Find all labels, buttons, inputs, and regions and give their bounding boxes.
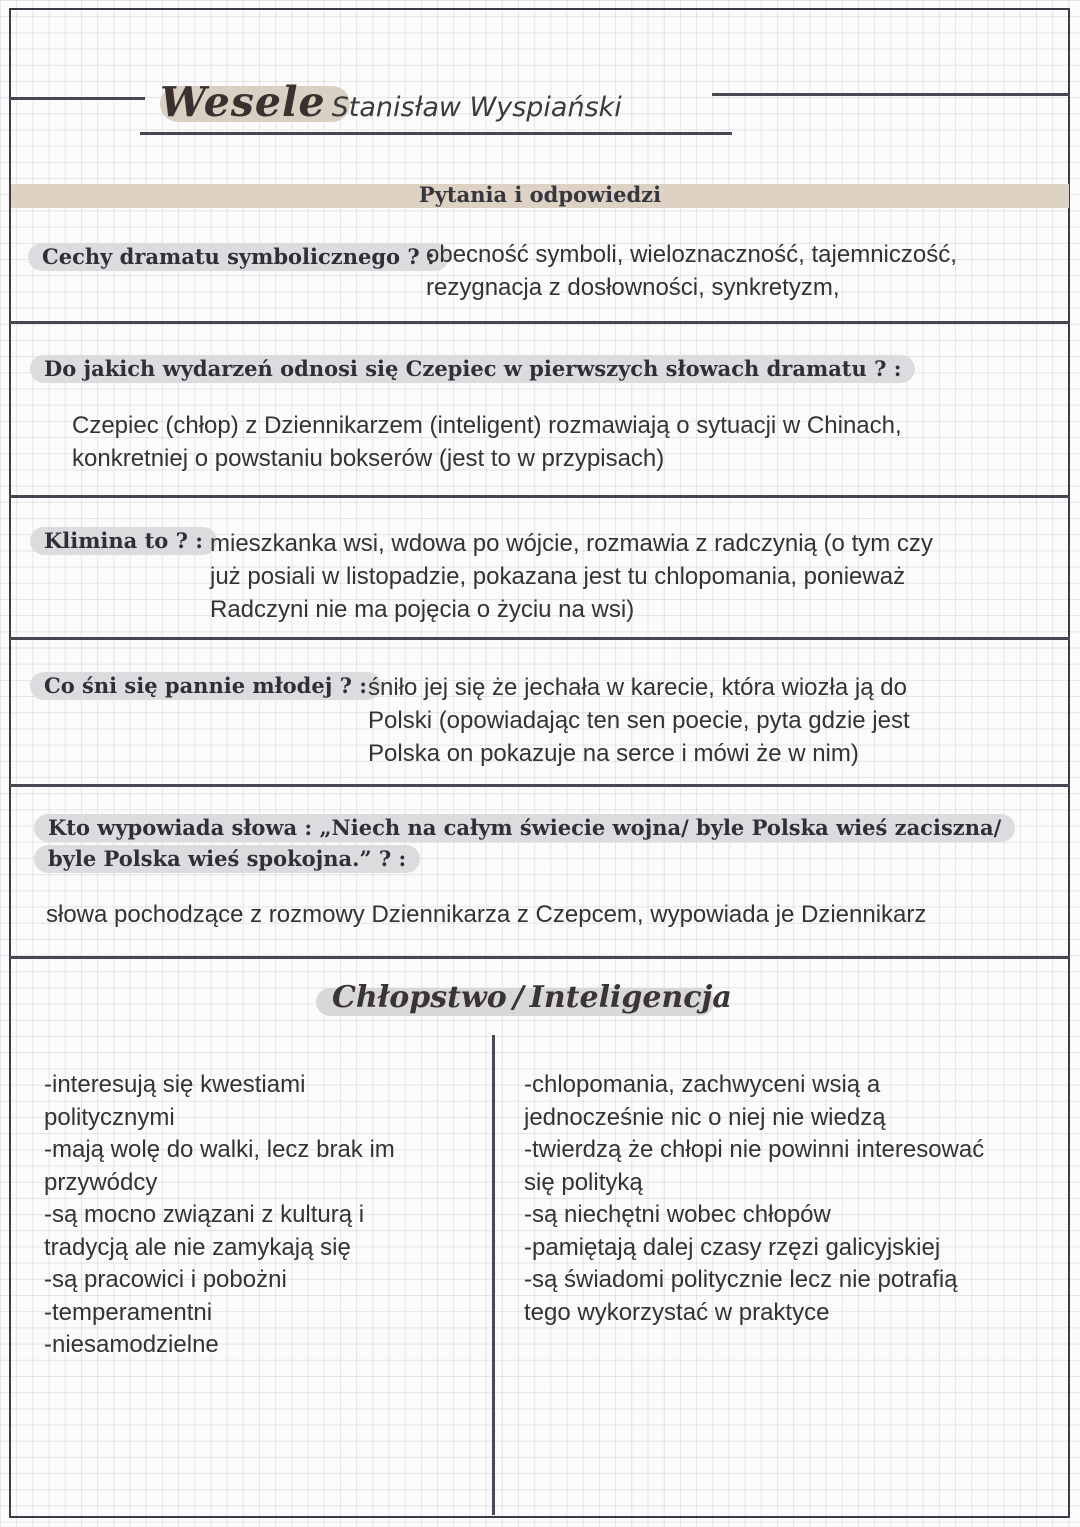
qa-item-1 bbox=[28, 243, 449, 271]
comparison-right-title: Inteligencja bbox=[529, 980, 732, 1015]
answer-line: Czepiec (chłop) z Dziennikarzem (inteligent) rozmawiają o sytuacji w Chinach, bbox=[72, 412, 902, 439]
answer-line: śniło jej się że jechała w karecie, która wiozła ją do bbox=[368, 674, 907, 701]
question-label: Klimina to ? : bbox=[30, 527, 217, 555]
document-author: Stanisław Wyspiański bbox=[331, 92, 622, 123]
section-label: Pytania i odpowiedzi bbox=[418, 182, 662, 207]
header-underline bbox=[140, 132, 732, 135]
list-item: -są świadomi politycznie lecz nie potrafią bbox=[524, 1266, 958, 1293]
list-item: jednocześnie nic o niej nie wiedzą bbox=[524, 1103, 886, 1131]
answer-line: konkretniej o powstaniu bokserów (jest to w przypisach) bbox=[72, 445, 665, 472]
qa-item-4 bbox=[30, 672, 381, 700]
divider bbox=[9, 637, 1070, 640]
question-label: Cechy dramatu symbolicznego ? : bbox=[28, 243, 449, 271]
list-item: -są niechętni wobec chłopów bbox=[524, 1201, 831, 1228]
list-item: -są mocno związani z kulturą i bbox=[44, 1201, 365, 1228]
qa-item-2 bbox=[30, 355, 915, 383]
list-item: -twierdzą że chłopi nie powinni interesować bbox=[524, 1136, 985, 1163]
answer-text bbox=[46, 898, 926, 931]
question-label: Kto wypowiada słowa : „Niech na całym świecie wojna/ byle Polska wieś zaciszna/ bbox=[34, 814, 1015, 842]
list-item: politycznymi bbox=[44, 1103, 175, 1131]
list-item: -chlopomania, zachwyceni wsią a bbox=[524, 1071, 881, 1098]
answer-text bbox=[72, 409, 902, 475]
answer-text bbox=[426, 238, 957, 304]
list-item: -niesamodzielne bbox=[44, 1331, 219, 1358]
header-rule-right bbox=[712, 93, 1070, 96]
answer-line: obecność symboli, wieloznaczność, tajemniczość, bbox=[426, 241, 957, 268]
document-header bbox=[160, 78, 622, 124]
answer-line: Polska on pokazuje na serce i mówi że w nim) bbox=[368, 740, 859, 767]
answer-line: słowa pochodzące z rozmowy Dziennikarza z Czepcem, wypowiada je Dziennikarz bbox=[46, 901, 927, 928]
answer-line: rezygnacja z dosłowności, synkretyzm, bbox=[426, 274, 840, 301]
list-item: się polityką bbox=[524, 1168, 643, 1196]
list-item: tradycją ale nie zamykają się bbox=[44, 1233, 351, 1261]
comparison-left-title: Chłopstwo bbox=[332, 980, 507, 1015]
answer-text bbox=[210, 527, 933, 626]
list-item: -pamiętają dalej czasy rzęzi galicyjskiej bbox=[524, 1233, 941, 1261]
list-item: tego wykorzystać w praktyce bbox=[524, 1298, 830, 1326]
answer-text bbox=[368, 671, 910, 770]
divider bbox=[9, 321, 1070, 324]
divider bbox=[9, 956, 1070, 959]
answer-line: już posiali w listopadzie, pokazana jest tu chlopomania, ponieważ bbox=[210, 563, 906, 590]
column-divider bbox=[492, 1035, 495, 1515]
qa-item-3 bbox=[30, 527, 217, 555]
list-item: -temperamentni bbox=[44, 1298, 213, 1326]
answer-line: mieszkanka wsi, wdowa po wójcie, rozmawia z radczynią (o tym czy bbox=[210, 530, 933, 557]
question-label: byle Polska wieś spokojna.” ? : bbox=[34, 845, 420, 873]
answer-line: Polski (opowiadając ten sen poecie, pyta gdzie jest bbox=[368, 707, 910, 734]
list-item: -interesują się kwestiami bbox=[44, 1071, 306, 1098]
question-label: Co śni się pannie młodej ? : bbox=[30, 672, 381, 700]
comparison-separator: / bbox=[512, 980, 524, 1015]
qa-item-5 bbox=[34, 814, 1015, 873]
list-item: -są pracowici i pobożni bbox=[44, 1266, 287, 1293]
list-item: przywódcy bbox=[44, 1168, 158, 1196]
list-item: -mają wolę do walki, lecz brak im bbox=[44, 1136, 395, 1163]
answer-line: Radczyni nie ma pojęcia o życiu na wsi) bbox=[210, 596, 635, 623]
divider bbox=[9, 784, 1070, 787]
header-rule-left bbox=[9, 97, 145, 100]
question-label: Do jakich wydarzeń odnosi się Czepiec w pierwszych słowach dramatu ? : bbox=[30, 355, 915, 383]
comparison-title bbox=[316, 980, 732, 1015]
right-column bbox=[524, 1069, 984, 1329]
divider bbox=[9, 495, 1070, 498]
document-title: Wesele bbox=[160, 78, 326, 126]
left-column bbox=[44, 1069, 395, 1362]
